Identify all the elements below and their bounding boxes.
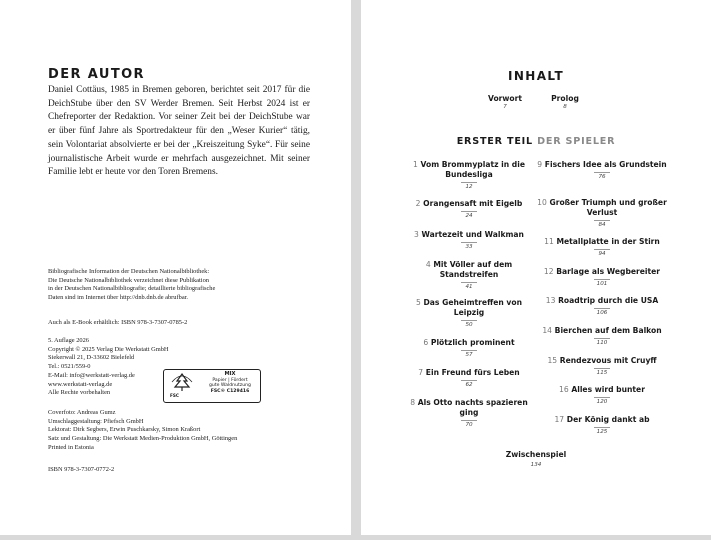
divider (594, 279, 610, 280)
divider (461, 350, 477, 351)
toc-chapter[interactable] (534, 296, 670, 316)
fsc-line1: Papier | Fördert (212, 377, 248, 383)
chapter-page: 125 (596, 429, 608, 435)
toc-chapter[interactable] (534, 326, 670, 346)
chapter-page: 115 (596, 370, 608, 376)
toc-chapter[interactable] (404, 230, 534, 250)
toc-interlude[interactable] (471, 450, 601, 468)
credits-line: Lektorat: Dirk Segbers, Erwin Puschkarsky, Simon Kraßort (48, 426, 201, 434)
toc-chapter[interactable] (404, 160, 534, 190)
toc-chapter[interactable] (404, 298, 534, 328)
left-page (0, 0, 351, 535)
biblio-line: Bibliografische Information der Deutschen Nationalbibliothek: (48, 268, 210, 275)
chapter-number: 6 (423, 338, 429, 347)
front-page: 8 (563, 104, 567, 110)
credits (48, 409, 308, 453)
chapter-page: 41 (465, 284, 473, 290)
ebook-note (48, 319, 308, 328)
front-label: Prolog (551, 94, 579, 103)
toc-front-vorwort[interactable] (475, 94, 535, 110)
credits-line: Umschlaggestaltung: Pfiefsch GmbH (48, 417, 144, 425)
biblio-line: Die Deutsche Nationalbibliothek verzeichnet diese Publikation (48, 276, 209, 284)
chapter-page: 84 (598, 222, 606, 228)
isbn-line: ISBN 978-3-7307-0772-2 (48, 466, 115, 473)
part-number: ERSTER TEIL (456, 136, 533, 147)
chapter-title: Rendezvous mit Cruyff (559, 356, 657, 365)
publisher-line: E-Mail: info@werkstatt-verlag.de (48, 371, 135, 379)
divider (461, 211, 477, 212)
chapter-page: 12 (465, 184, 473, 190)
chapter-page: 101 (596, 281, 608, 287)
chapter-title: Mit Völler auf dem Standstreifen (433, 260, 513, 279)
toc-chapter[interactable] (534, 160, 670, 180)
author-heading: DER AUTOR (48, 67, 145, 82)
divider (461, 320, 477, 321)
part-name: DER SPIELER (537, 136, 616, 147)
chapter-title: Als Otto nachts spazieren ging (417, 398, 528, 417)
divider (594, 249, 610, 250)
toc-heading: INHALT (507, 69, 565, 83)
isbn (48, 466, 308, 475)
chapter-title: Metallplatte in der Stirn (556, 237, 660, 246)
toc-chapter[interactable] (404, 368, 534, 388)
divider (594, 427, 610, 428)
bibliographic-info (48, 268, 308, 303)
chapter-number: 8 (410, 398, 416, 407)
publisher-line: Tel.: 0521/559-0 (48, 363, 91, 371)
fsc-mix: MIX (224, 371, 236, 377)
interlude-page: 134 (530, 462, 542, 468)
chapter-title: Alles wird bunter (571, 385, 645, 394)
divider (594, 172, 610, 173)
chapter-number: 5 (416, 298, 421, 307)
chapter-title: Ein Freund fürs Leben (425, 368, 520, 377)
toc-chapter[interactable] (534, 267, 670, 287)
divider (594, 338, 610, 339)
chapter-number: 16 (559, 385, 569, 394)
chapter-page: 76 (598, 174, 606, 180)
fsc-logo (163, 369, 261, 403)
divider (461, 380, 477, 381)
chapter-title: Der König dankt ab (566, 415, 650, 424)
toc-chapter[interactable] (534, 356, 670, 376)
divider (594, 368, 610, 369)
fsc-line2: gute Waldnutzung (209, 383, 251, 389)
chapter-title: Bierchen auf dem Balkon (554, 326, 662, 335)
chapter-title: Roadtrip durch die USA (558, 296, 659, 305)
toc-chapter[interactable] (404, 398, 534, 428)
author-bio: Daniel Cottäus, 1985 in Bremen geboren, berichtet seit 2017 für die DeichStube über den SV Werder Bremen. Seit Herbst 2024 ist er Chefreporter der Redaktion. Vor seiner Zeit bei der DeichStube war er über fünf Jahre als Sportredakteur für den „Weser Kurier“ tätig, sein Volontariat absolvierte er bei der „Kreiszeitung Syke“. Für seine journalistische Arbeit wurde er mehrfach ausgezeichnet. Mit seiner Familie lebt er heute vor den Toren Bremens. (48, 85, 310, 178)
fsc-tree-icon (167, 372, 197, 392)
chapter-page: 24 (465, 213, 473, 219)
chapter-title: Großer Triumph und großer Verlust (549, 198, 667, 217)
chapter-page: 57 (465, 352, 473, 358)
chapter-page: 70 (465, 422, 473, 428)
chapter-number: 3 (414, 230, 419, 239)
right-page (361, 0, 711, 535)
credits-line: Satz und Gestaltung: Die Werkstatt Medien-Produktion GmbH, Göttingen (48, 435, 238, 443)
chapter-page: 94 (598, 251, 606, 257)
front-page: 7 (503, 104, 507, 110)
chapter-number: 2 (415, 199, 421, 208)
chapter-page: 50 (465, 322, 473, 328)
divider (461, 420, 477, 421)
chapter-title: Barlage als Wegbereiter (556, 267, 661, 276)
biblio-line: in der Deutschen Nationalbibliografie; detaillierte bibliografische (48, 285, 216, 293)
divider (461, 242, 477, 243)
credits-line: Coverfoto: Andreas Gumz (48, 409, 116, 416)
divider (461, 282, 477, 283)
chapter-number: 13 (545, 296, 556, 305)
chapter-page: 110 (596, 340, 608, 346)
publisher-line: www.werkstatt-verlag.de (48, 380, 113, 388)
chapter-page: 120 (596, 399, 608, 405)
toc-chapter[interactable] (404, 199, 534, 219)
interlude-label: Zwischenspiel (505, 450, 567, 459)
publisher-line: Alle Rechte vorbehalten (48, 389, 111, 397)
toc-chapter[interactable] (534, 198, 670, 228)
chapter-title: Plötzlich prominent (430, 338, 515, 347)
front-label: Vorwort (487, 94, 523, 103)
toc-chapter[interactable] (534, 237, 670, 257)
chapter-number: 1 (413, 160, 418, 169)
chapter-title: Das Geheimtreffen von Leipzig (423, 298, 522, 317)
chapter-number: 14 (542, 326, 552, 335)
chapter-page: 106 (596, 310, 608, 316)
fsc-text (202, 372, 258, 394)
toc-front-prolog[interactable] (535, 94, 595, 110)
chapter-number: 11 (544, 237, 554, 246)
chapter-number: 10 (537, 198, 547, 207)
chapter-title: Orangensaft mit Eigelb (423, 199, 523, 208)
divider (594, 397, 610, 398)
credits-line: Printed in Estonia (48, 443, 94, 451)
biblio-line: Daten sind im Internet über http://dnb.dnb.de abrufbar. (48, 294, 189, 302)
chapter-title: Wartezeit und Walkman (421, 230, 524, 239)
chapter-title: Fischers Idee als Grundstein (544, 160, 667, 169)
chapter-page: 33 (465, 244, 473, 250)
ebook-isbn: Auch als E-Book erhältlich: ISBN 978-3-7307-0785-2 (48, 319, 188, 326)
divider (594, 308, 610, 309)
chapter-number: 12 (543, 267, 554, 276)
publisher-line: Copyright © 2025 Verlag Die Werkstatt GmbH (48, 345, 169, 353)
publisher-line: Siekerwall 21, D-33602 Bielefeld (48, 354, 135, 362)
chapter-title: Vom Brommyplatz in die Bundesliga (420, 160, 525, 179)
fsc-code: FSC® C129416 (210, 388, 250, 394)
toc-chapter[interactable] (534, 415, 670, 435)
toc-chapter[interactable] (534, 385, 670, 405)
publisher-line: 5. Auflage 2026 (48, 337, 89, 344)
chapter-page: 62 (465, 382, 473, 388)
chapter-number: 17 (554, 415, 565, 424)
part-heading (361, 136, 711, 147)
chapter-number: 7 (418, 368, 424, 377)
chapter-number: 4 (425, 260, 431, 269)
fsc-label: FSC (170, 393, 179, 398)
chapter-number: 15 (547, 356, 558, 365)
divider (461, 182, 477, 183)
chapter-number: 9 (537, 160, 543, 169)
divider (594, 220, 610, 221)
toc-chapter[interactable] (404, 338, 534, 358)
toc-chapter[interactable] (404, 260, 534, 290)
